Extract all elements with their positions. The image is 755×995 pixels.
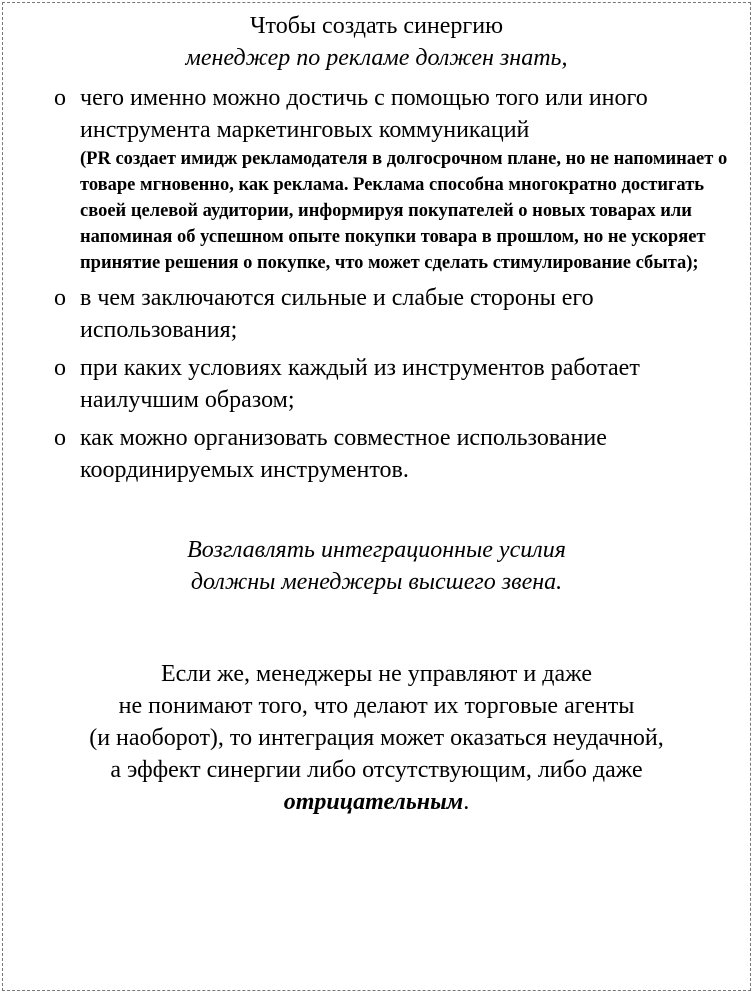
list-item-text: при каких условиях каждый из инструментов работает наилучшим образом; bbox=[80, 355, 640, 413]
list-item bbox=[54, 82, 733, 276]
closing-line-2: не понимают того, что делают их торговые агенты bbox=[118, 693, 635, 719]
bullet-icon: o bbox=[54, 425, 66, 451]
closing-end: . bbox=[463, 789, 470, 815]
closing-line-3: (и наоборот), то интеграция может оказаться неудачной, bbox=[89, 725, 664, 751]
list-item-text: как можно организовать совместное использование координируемых инструментов. bbox=[80, 425, 607, 483]
heading bbox=[2, 10, 751, 74]
closing-paragraph bbox=[2, 658, 751, 818]
closing-line-1: Если же, менеджеры не управляют и даже bbox=[160, 661, 593, 687]
closing-emphasis: отрицательным bbox=[283, 789, 464, 815]
bullet-icon: o bbox=[54, 355, 66, 381]
closing-line-4: а эффект синергии либо отсутствующим, либо даже bbox=[110, 757, 643, 783]
list-item-text: чего именно можно достичь с помощью того или иного инструмента маркетинговых коммуникаций bbox=[80, 85, 648, 143]
list-item-note: (PR создает имидж рекламодателя в долгосрочном плане, но не напоминает о товаре мгновенно, как реклама. Реклама способна многократно достигать своей целевой аудитории, информируя покупателей о новых товарах или напоминая об успешном опыте покупки товара в прошлом, но не ускоряет принятие решения о покупке, что может сделать стимулирование сбыта); bbox=[80, 149, 728, 273]
list-item bbox=[54, 352, 733, 416]
management-statement bbox=[2, 534, 751, 598]
heading-line-1: Чтобы создать синергию bbox=[249, 13, 504, 39]
bullet-icon: o bbox=[54, 285, 66, 311]
closing-line-5 bbox=[2, 786, 751, 818]
list-item-text: в чем заключаются сильные и слабые стороны его использования; bbox=[80, 285, 594, 343]
management-statement-line-1: Возглавлять интеграционные усилия bbox=[187, 537, 566, 563]
list-item bbox=[54, 422, 733, 486]
bullet-icon: o bbox=[54, 85, 66, 111]
management-statement-line-2: должны менеджеры высшего звена. bbox=[190, 569, 563, 595]
document-body bbox=[2, 2, 751, 818]
list-item bbox=[54, 282, 733, 346]
requirements-list bbox=[2, 82, 751, 486]
heading-line-2: менеджер по рекламе должен знать, bbox=[185, 45, 568, 71]
